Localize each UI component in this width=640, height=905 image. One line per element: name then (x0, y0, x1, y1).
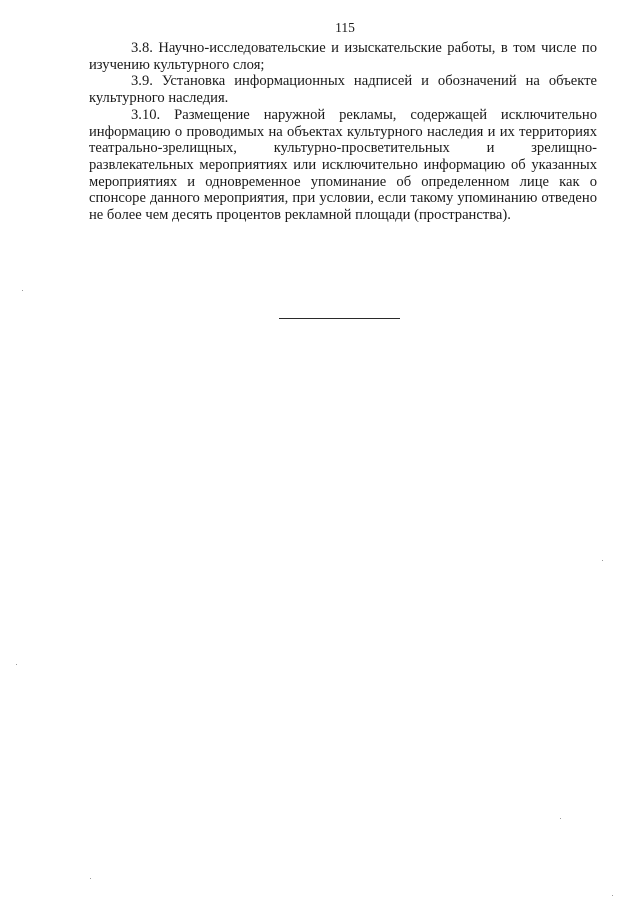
scan-speck (612, 895, 613, 896)
scan-speck (560, 818, 561, 819)
scan-speck (22, 290, 23, 291)
page-number: 115 (335, 20, 355, 35)
scan-speck (90, 878, 91, 879)
paragraph-3-8: 3.8. Научно-исследовательские и изыскательские работы, в том числе по изучению культурного слоя; (89, 40, 597, 73)
paragraph-3-10: 3.10. Размещение наружной рекламы, содержащей исключительно информацию о проводимых на объектах культурного наследия и их территориях театрально-зрелищных, культурно-просветительных и зрелищно-развлекательных мероприятиях или исключительно информацию об указанных мероприятиях и одновременное упоминание об определенном лице как о спонсоре данного мероприятия, при условии, если такому упоминанию отведено не более чем десять процентов рекламной площади (пространства). (89, 106, 597, 224)
document-body (89, 40, 597, 224)
paragraph-3-9: 3.9. Установка информационных надписей и обозначений на объекте культурного наследия. (89, 73, 597, 107)
scan-speck (16, 664, 17, 665)
scan-speck (602, 560, 603, 561)
end-separator-line (279, 318, 400, 319)
